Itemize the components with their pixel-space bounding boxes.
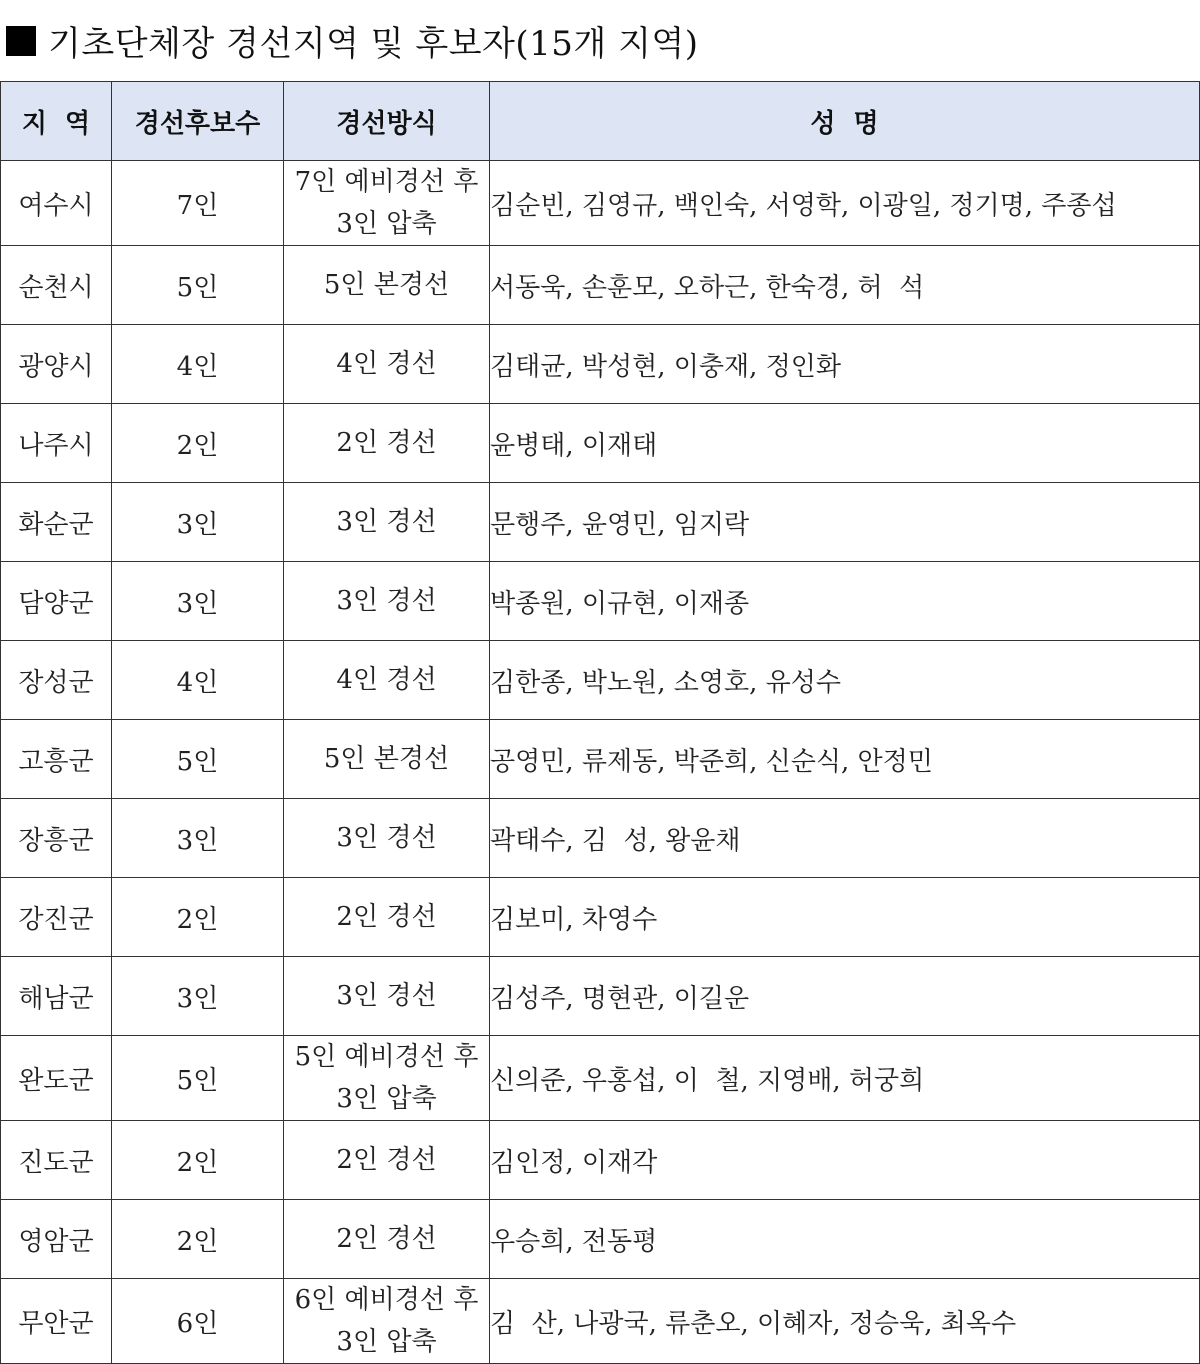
candidate-count-cell: 3인 xyxy=(112,957,284,1036)
candidate-names-cell: 김 산, 나광국, 류춘오, 이혜자, 정승욱, 최옥수 xyxy=(490,1279,1200,1364)
table-row xyxy=(1,641,1200,720)
candidate-count-cell: 7인 xyxy=(112,161,284,246)
candidate-names-cell: 김태균, 박성현, 이충재, 정인화 xyxy=(490,325,1200,404)
primary-method-cell xyxy=(284,1036,490,1121)
table-row xyxy=(1,404,1200,483)
candidates-table xyxy=(0,81,1200,1364)
table-body xyxy=(1,161,1200,1364)
primary-method-cell: 2인 경선 xyxy=(284,404,490,483)
table-row xyxy=(1,1121,1200,1200)
candidate-count-cell: 5인 xyxy=(112,246,284,325)
candidate-count-cell: 4인 xyxy=(112,641,284,720)
candidate-names-cell: 김인정, 이재각 xyxy=(490,1121,1200,1200)
header-region: 지 역 xyxy=(1,82,112,161)
primary-method-cell: 3인 경선 xyxy=(284,957,490,1036)
region-cell: 장성군 xyxy=(1,641,112,720)
candidate-names-cell: 곽태수, 김 성, 왕윤채 xyxy=(490,799,1200,878)
region-cell: 화순군 xyxy=(1,483,112,562)
candidate-names-cell: 문행주, 윤영민, 임지락 xyxy=(490,483,1200,562)
region-cell: 순천시 xyxy=(1,246,112,325)
table-row xyxy=(1,878,1200,957)
region-cell: 여수시 xyxy=(1,161,112,246)
candidate-count-cell: 2인 xyxy=(112,1121,284,1200)
candidate-count-cell: 5인 xyxy=(112,1036,284,1121)
table-row xyxy=(1,957,1200,1036)
region-cell: 강진군 xyxy=(1,878,112,957)
method-line-2: 3인 압축 xyxy=(336,1084,437,1114)
candidate-names-cell: 김보미, 차영수 xyxy=(490,878,1200,957)
table-row xyxy=(1,720,1200,799)
region-cell: 담양군 xyxy=(1,562,112,641)
primary-method-cell: 3인 경선 xyxy=(284,562,490,641)
candidate-names-cell: 윤병태, 이재태 xyxy=(490,404,1200,483)
primary-method-cell: 3인 경선 xyxy=(284,799,490,878)
candidate-names-cell: 공영민, 류제동, 박준희, 신순식, 안정민 xyxy=(490,720,1200,799)
table-header-row xyxy=(1,82,1200,161)
primary-method-cell: 4인 경선 xyxy=(284,325,490,404)
primary-method-cell xyxy=(284,161,490,246)
primary-method-cell xyxy=(284,1279,490,1364)
candidate-count-cell: 5인 xyxy=(112,720,284,799)
primary-method-cell: 5인 본경선 xyxy=(284,246,490,325)
primary-method-cell: 2인 경선 xyxy=(284,1121,490,1200)
table-row xyxy=(1,325,1200,404)
candidate-names-cell: 김성주, 명현관, 이길운 xyxy=(490,957,1200,1036)
method-line-2: 3인 압축 xyxy=(336,209,437,239)
candidate-count-cell: 4인 xyxy=(112,325,284,404)
table-row xyxy=(1,246,1200,325)
table-row xyxy=(1,161,1200,246)
primary-method-cell: 3인 경선 xyxy=(284,483,490,562)
candidate-count-cell: 3인 xyxy=(112,562,284,641)
region-cell: 완도군 xyxy=(1,1036,112,1121)
candidate-count-cell: 3인 xyxy=(112,799,284,878)
region-cell: 진도군 xyxy=(1,1121,112,1200)
table-row xyxy=(1,562,1200,641)
candidate-names-cell: 김한종, 박노원, 소영호, 유성수 xyxy=(490,641,1200,720)
table-header xyxy=(1,82,1200,161)
candidate-names-cell: 서동욱, 손훈모, 오하근, 한숙경, 허 석 xyxy=(490,246,1200,325)
black-square-bullet-icon xyxy=(6,26,36,56)
header-primary-method: 경선방식 xyxy=(284,82,490,161)
region-cell: 해남군 xyxy=(1,957,112,1036)
table-row xyxy=(1,483,1200,562)
method-line-1: 5인 예비경선 후 xyxy=(294,1042,479,1072)
primary-method-cell: 2인 경선 xyxy=(284,1200,490,1279)
primary-method-cell: 4인 경선 xyxy=(284,641,490,720)
candidate-count-cell: 2인 xyxy=(112,404,284,483)
table-row xyxy=(1,1200,1200,1279)
method-line-2: 3인 압축 xyxy=(336,1327,437,1357)
candidate-count-cell: 2인 xyxy=(112,1200,284,1279)
method-line-1: 7인 예비경선 후 xyxy=(294,167,479,197)
primary-method-cell: 2인 경선 xyxy=(284,878,490,957)
header-candidate-count: 경선후보수 xyxy=(112,82,284,161)
table-row xyxy=(1,799,1200,878)
document-title: 기초단체장 경선지역 및 후보자(15개 지역) xyxy=(48,23,699,64)
header-names: 성 명 xyxy=(490,82,1200,161)
candidate-count-cell: 3인 xyxy=(112,483,284,562)
region-cell: 광양시 xyxy=(1,325,112,404)
candidate-count-cell: 2인 xyxy=(112,878,284,957)
region-cell: 나주시 xyxy=(1,404,112,483)
primary-method-cell: 5인 본경선 xyxy=(284,720,490,799)
table-row xyxy=(1,1036,1200,1121)
method-line-1: 6인 예비경선 후 xyxy=(294,1285,479,1315)
region-cell: 장흥군 xyxy=(1,799,112,878)
candidate-names-cell: 우승희, 전동평 xyxy=(490,1200,1200,1279)
candidate-count-cell: 6인 xyxy=(112,1279,284,1364)
region-cell: 고흥군 xyxy=(1,720,112,799)
candidate-names-cell: 김순빈, 김영규, 백인숙, 서영학, 이광일, 정기명, 주종섭 xyxy=(490,161,1200,246)
candidate-names-cell: 신의준, 우홍섭, 이 철, 지영배, 허궁희 xyxy=(490,1036,1200,1121)
region-cell: 영암군 xyxy=(1,1200,112,1279)
candidate-names-cell: 박종원, 이규현, 이재종 xyxy=(490,562,1200,641)
region-cell: 무안군 xyxy=(1,1279,112,1364)
document-title-row xyxy=(0,0,1200,80)
table-row xyxy=(1,1279,1200,1364)
